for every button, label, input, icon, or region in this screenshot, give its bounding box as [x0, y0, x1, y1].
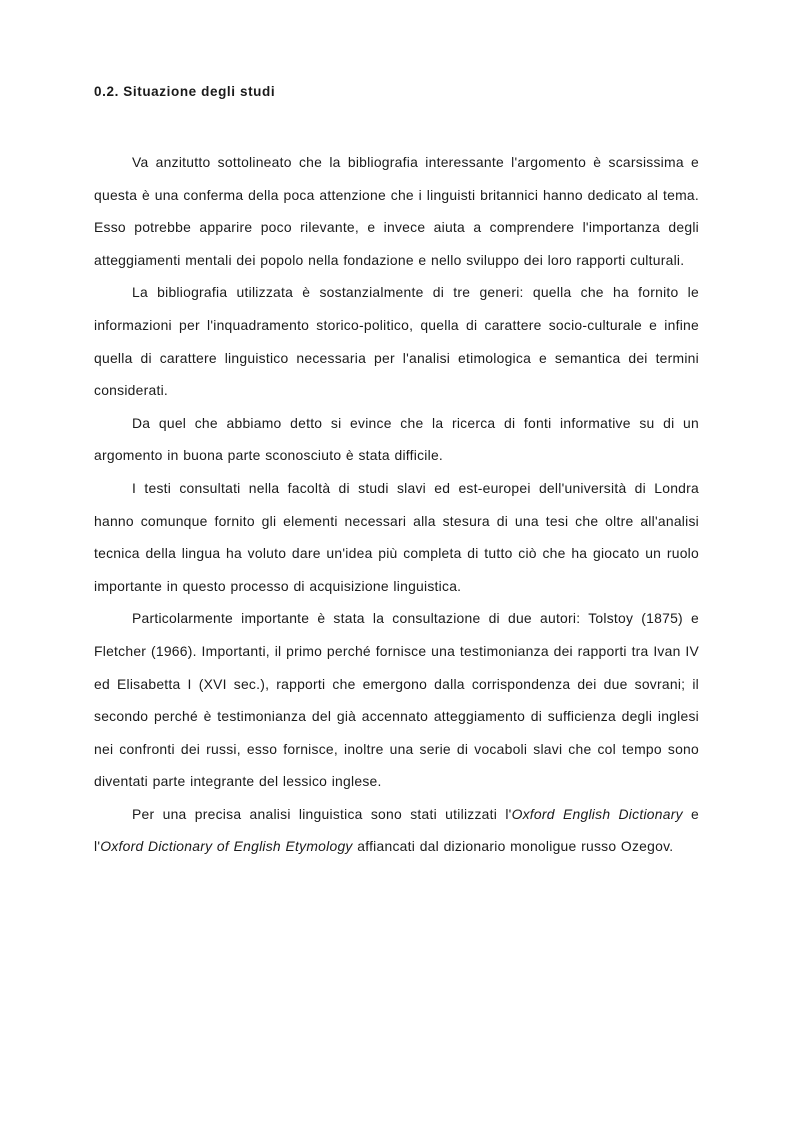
paragraph-5: Particolarmente importante è stata la consultazione di due autori: Tolstoy (1875) e Fletcher (1966). Importanti, il primo perché fornisce una testimonianza dei rapporti tra Ivan IV ed Elisabetta I (XVI sec.), rapporti che emergono dalla corrispondenza dei due sovrani; il secondo perché è testimonianza del già accennato atteggiamento di sufficienza degli inglesi nei confronti dei russi, esso fornisce, inoltre una serie di vocaboli slavi che col tempo sono diventati parte integrante del lessico inglese. — [94, 610, 699, 790]
paragraph-1: Va anzitutto sottolineato che la bibliografia interessante l'argomento è scarsissima e questa è una conferma della poca attenzione che i linguisti britannici hanno dedicato al tema. Esso potrebbe apparire poco rilevante, e invece aiuta a comprendere l'importanza degli atteggiamenti mentali dei popolo nella fondazione e nello sviluppo dei loro rapporti culturali. — [94, 154, 699, 268]
paragraph-4: I testi consultati nella facoltà di studi slavi ed est-europei dell'università di Londra hanno comunque fornito gli elementi necessari alla stesura di una tesi che oltre all'analisi tecnica della lingua ha voluto dare un'idea più completa di tutto ciò che ha giocato un ruolo importante in questo processo di acquisizione linguistica. — [94, 479, 699, 594]
paragraph-6-part-3: affiancati dal dizionario monoligue russo Ozegov. — [352, 838, 674, 855]
title-oxford-english-dictionary: Oxford English Dictionary — [511, 805, 683, 822]
paragraph-6-part-2: e l' — [94, 805, 699, 855]
paragraph-3: Da quel che abbiamo detto si evince che la ricerca di fonti informative su di un argomento in buona parte sconosciuto è stata difficile. — [94, 414, 699, 464]
paragraph-6-part-1: Per una precisa analisi linguistica sono stati utilizzati l' — [132, 805, 512, 822]
body-text — [94, 146, 699, 863]
paragraph-2: La bibliografia utilizzata è sostanzialmente di tre generi: quella che ha fornito le informazioni per l'inquadramento storico-politico, quella di carattere socio-culturale e infine quella di carattere linguistico necessaria per l'analisi etimologica e semantica dei termini considerati. — [94, 284, 699, 399]
paragraph-6 — [94, 798, 699, 863]
section-heading: 0.2. Situazione degli studi — [94, 84, 276, 99]
title-oxford-dictionary-english-etymology: Oxford Dictionary of English Etymology — [100, 838, 353, 855]
